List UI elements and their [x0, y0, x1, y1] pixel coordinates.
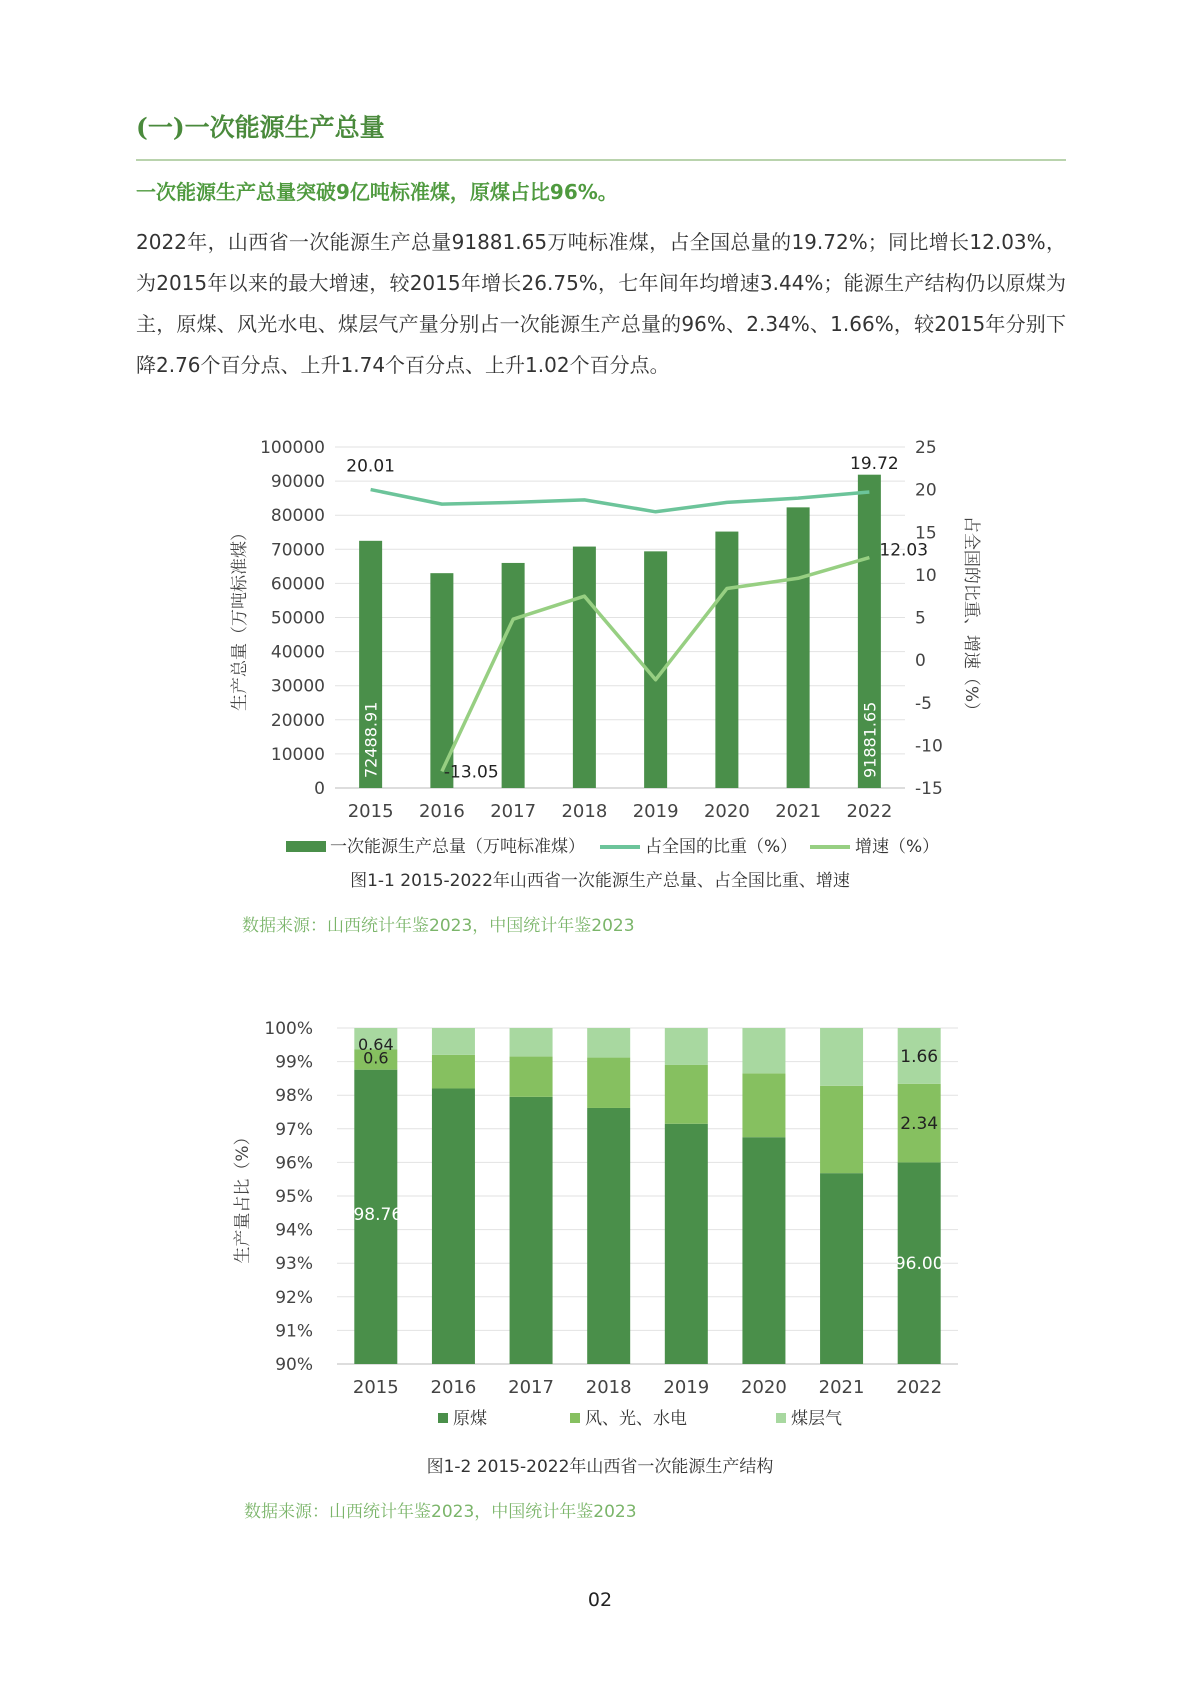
x-tick-label: 2015	[352, 1377, 399, 1398]
y-tick-label: 95%	[275, 1187, 313, 1207]
cbm-share-label: 0.64	[358, 1034, 394, 1054]
stacked-bar-segment	[510, 1028, 553, 1057]
y2-tick-label: 25	[915, 438, 937, 458]
y-tick-label: 10000	[270, 744, 325, 765]
x-tick-label: 2019	[663, 1377, 710, 1398]
x-tick-label: 2018	[561, 801, 608, 822]
y2-tick-label: -10	[915, 736, 943, 757]
stacked-bar-segment	[587, 1058, 630, 1108]
y-axis-label: 生产总量（万吨标准煤）	[230, 524, 250, 711]
stacked-bar-segment	[820, 1028, 863, 1086]
bar-value-label: 91881.65	[860, 701, 880, 778]
y-tick-label: 93%	[275, 1254, 313, 1275]
y2-tick-label: -5	[915, 693, 932, 714]
y2-tick-label: 20	[915, 480, 937, 501]
page-number: 02	[587, 1589, 613, 1611]
stacked-bar-segment	[742, 1073, 785, 1137]
chart1-caption: 图1-1 2015-2022年山西省一次能源生产总量、占全国比重、增速	[350, 871, 850, 891]
y-tick-label: 99%	[275, 1052, 313, 1073]
y2-tick-label: 15	[915, 523, 937, 544]
stacked-bar-segment	[432, 1088, 475, 1364]
chart2-source: 数据来源：山西统计年鉴2023，中国统计年鉴2023	[244, 1502, 637, 1522]
x-tick-label: 2022	[896, 1377, 943, 1398]
stacked-bar-segment	[587, 1028, 630, 1058]
bar-value-label: 72488.91	[361, 701, 381, 778]
coal-share-label: 98.76	[353, 1205, 403, 1225]
legend-label: 占全国的比重（%）	[645, 837, 798, 857]
stacked-bar-segment	[510, 1057, 553, 1097]
y2-axis-label: 占全国的比重、增速（%）	[961, 515, 981, 720]
share-value-label: 19.72	[850, 454, 899, 475]
y-tick-label: 100%	[264, 1019, 313, 1039]
stacked-bar-segment	[432, 1028, 475, 1055]
legend-label: 原煤	[453, 1409, 487, 1429]
legend-swatch	[438, 1413, 448, 1423]
x-tick-label: 2020	[741, 1377, 787, 1398]
x-tick-label: 2017	[490, 801, 537, 822]
growth-value-label: -13.05	[443, 762, 499, 783]
y2-tick-label: 0	[915, 651, 926, 672]
body-paragraph: 2022年，山西省一次能源生产总量91881.65万吨标准煤，占全国总量的19.72%；同比增长12.03%，为2015年以来的最大增速，较2015年增长26.75%，七年间年均增速3.44%；能源生产结构仍以原煤为主，原煤、风光水电、煤层气产量分别占一次能源生产总量的96%、2.34%、1.66%，较2015年分别下降2.76个百分点、上升1.74个百分点、上升1.02个百分点。	[136, 230, 1066, 377]
chart2-legend	[438, 1409, 842, 1429]
stacked-bar-segment	[820, 1173, 863, 1364]
x-tick-label: 2019	[632, 801, 679, 822]
y-tick-label: 94%	[275, 1220, 313, 1241]
x-tick-label: 2021	[818, 1377, 865, 1398]
stacked-bar-segment	[432, 1055, 475, 1089]
legend-label: 风、光、水电	[585, 1409, 687, 1429]
renewable-share-label: 0.6	[363, 1048, 389, 1068]
legend-label: 一次能源生产总量（万吨标准煤）	[330, 837, 585, 857]
growth-value-label: 12.03	[879, 540, 929, 561]
chart2-gridlines	[337, 1028, 958, 1364]
y2-tick-label: -15	[915, 779, 943, 799]
stacked-bar-segment	[742, 1137, 785, 1364]
cbm-share-label: 1.66	[900, 1046, 939, 1067]
x-tick-label: 2016	[430, 1377, 477, 1398]
x-tick-label: 2015	[347, 801, 394, 822]
stacked-bar-segment	[665, 1124, 708, 1364]
coal-share-label: 96.00	[894, 1254, 944, 1274]
y-tick-label: 50000	[270, 608, 325, 629]
section-title: (一)一次能源生产总量	[136, 113, 385, 142]
share-value-label: 20.01	[346, 456, 395, 477]
stacked-bar-segment	[665, 1028, 708, 1065]
legend-swatch	[570, 1413, 580, 1423]
y-tick-label: 92%	[275, 1287, 313, 1308]
stacked-bar-segment	[587, 1108, 630, 1364]
stacked-bar-segment	[665, 1065, 708, 1124]
y-tick-label: 90%	[275, 1355, 313, 1375]
chart2-caption: 图1-2 2015-2022年山西省一次能源生产结构	[426, 1457, 774, 1477]
stacked-bar-segment	[742, 1028, 785, 1073]
y-tick-label: 97%	[275, 1119, 313, 1140]
y-tick-label: 0	[314, 779, 325, 799]
x-tick-label: 2018	[585, 1377, 632, 1398]
y-tick-label: 60000	[270, 574, 325, 595]
y-tick-label: 100000	[260, 438, 325, 458]
legend-label: 增速（%）	[855, 837, 940, 857]
y2-tick-label: 10	[915, 565, 937, 586]
y-tick-label: 80000	[270, 506, 325, 527]
y-tick-label: 96%	[275, 1153, 313, 1174]
renewable-share-label: 2.34	[900, 1114, 939, 1135]
legend-swatch	[776, 1413, 786, 1423]
y-tick-label: 30000	[270, 676, 325, 697]
y-tick-label: 98%	[275, 1086, 313, 1107]
y2-tick-label: 5	[915, 608, 926, 629]
y-tick-label: 20000	[270, 710, 325, 731]
legend-label: 煤层气	[791, 1409, 842, 1429]
section-subheading: 一次能源生产总量突破9亿吨标准煤，原煤占比96%。	[136, 180, 618, 204]
x-tick-label: 2017	[508, 1377, 554, 1398]
x-tick-label: 2020	[703, 801, 750, 822]
y-tick-label: 90000	[270, 472, 325, 493]
y-tick-label: 91%	[275, 1321, 313, 1342]
x-tick-label: 2022	[846, 801, 893, 822]
x-tick-label: 2021	[775, 801, 822, 822]
stacked-bar-segment	[510, 1097, 553, 1364]
x-tick-label: 2016	[418, 801, 465, 822]
stacked-bar-segment	[820, 1086, 863, 1173]
chart1-source: 数据来源：山西统计年鉴2023，中国统计年鉴2023	[242, 916, 635, 936]
y-tick-label: 40000	[270, 642, 325, 663]
y-axis-label: 生产量占比（%）	[233, 1128, 253, 1264]
y-tick-label: 70000	[270, 540, 325, 561]
